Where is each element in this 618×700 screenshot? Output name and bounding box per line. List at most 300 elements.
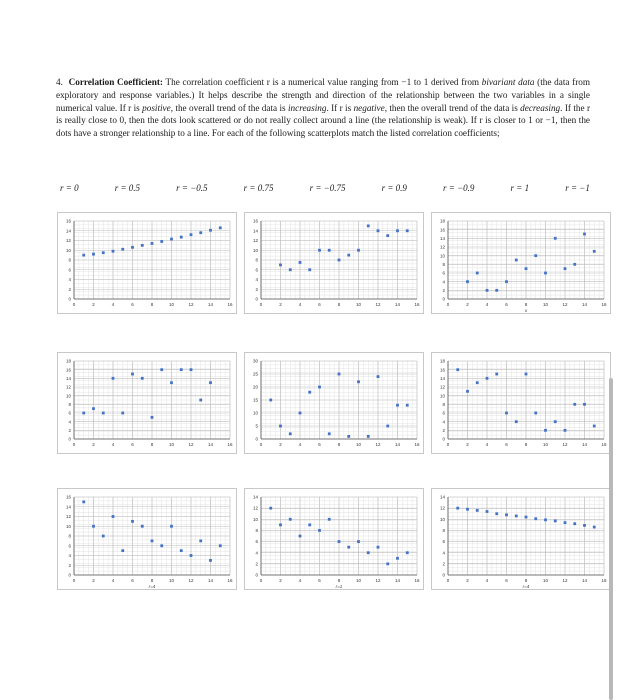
x-tick-label: 0 (72, 302, 76, 307)
y-tick-label: 8 (442, 401, 445, 407)
scatterplot-5 (244, 352, 424, 454)
y-tick-label: 8 (255, 257, 258, 263)
data-point (170, 238, 173, 241)
y-tick-label: 8 (442, 261, 445, 267)
data-point (102, 535, 105, 538)
data-point (386, 425, 389, 428)
x-tick-label: 6 (131, 442, 134, 447)
data-point (406, 551, 409, 554)
data-point (318, 249, 321, 252)
y-tick-label: 25 (252, 371, 258, 377)
x-tick-label: 12 (562, 578, 568, 583)
data-point (308, 523, 311, 526)
data-point (318, 386, 321, 389)
x-tick-label: 12 (188, 578, 194, 583)
y-tick-label: 6 (442, 270, 445, 276)
x-tick-label: 0 (72, 442, 76, 447)
x-tick-label: 16 (601, 302, 607, 307)
y-tick-label: 4 (255, 550, 258, 556)
data-point (534, 254, 537, 257)
x-tick-label: 14 (581, 578, 588, 583)
y-tick-label: 16 (65, 367, 71, 373)
y-tick-label: 8 (442, 528, 445, 534)
data-point (180, 236, 183, 239)
y-tick-label: 6 (255, 539, 258, 545)
data-point (495, 289, 498, 292)
data-point (141, 377, 144, 380)
y-tick-label: 8 (68, 257, 71, 263)
problem-text: , the overall trend of the data is (170, 102, 288, 113)
x-tick-label: 16 (601, 442, 607, 447)
x-tick-label: 12 (562, 442, 568, 447)
x-axis-label: x (524, 308, 528, 313)
x-tick-label: 2 (279, 302, 282, 307)
x-tick-label: 10 (355, 578, 362, 583)
problem-heading: Correlation Coefficient: (68, 77, 163, 87)
data-point (102, 251, 105, 254)
data-point (289, 432, 292, 435)
data-point (92, 253, 95, 256)
data-point (92, 407, 95, 410)
y-tick-label: 14 (65, 504, 71, 510)
data-point (505, 412, 508, 415)
x-tick-label: 16 (227, 302, 233, 307)
data-point (289, 518, 292, 521)
x-tick-label: 8 (524, 442, 528, 447)
y-tick-label: 0 (442, 436, 445, 442)
data-point (92, 525, 95, 528)
y-tick-label: 2 (255, 286, 258, 292)
data-point (564, 267, 567, 270)
data-point (338, 540, 341, 543)
x-tick-label: 16 (414, 578, 420, 583)
y-tick-label: 2 (255, 561, 258, 567)
y-tick-label: 18 (439, 218, 445, 224)
data-point (347, 254, 350, 257)
data-point (466, 508, 469, 511)
y-tick-label: 14 (252, 228, 258, 234)
data-point (279, 523, 282, 526)
data-point (593, 425, 596, 428)
data-point (279, 425, 282, 428)
x-tick-label: 12 (375, 578, 381, 583)
y-tick-label: 0 (442, 572, 445, 578)
problem-text: The correlation coefficient r is a numerical value ranging from −1 to 1 derived from (162, 77, 482, 87)
y-tick-label: 6 (68, 267, 71, 273)
y-tick-label: 12 (439, 505, 445, 511)
coefficient-label: r = −0.9 (443, 183, 475, 193)
data-point (466, 280, 469, 283)
y-tick-label: 10 (252, 247, 258, 253)
y-tick-label: 16 (65, 494, 71, 500)
coefficient-label: r = 0.75 (243, 183, 274, 193)
y-tick-label: 4 (68, 277, 71, 283)
data-point (544, 429, 547, 432)
x-axis-label: r=1 (335, 584, 343, 589)
x-tick-label: 10 (168, 442, 175, 447)
y-tick-label: 14 (439, 235, 445, 241)
y-tick-label: 6 (68, 543, 71, 549)
term-positive: positive (142, 102, 171, 113)
data-point (544, 272, 547, 275)
data-point (160, 544, 163, 547)
data-point (593, 526, 596, 529)
term-decreasing: decreasing (520, 102, 561, 113)
data-point (357, 380, 360, 383)
x-tick-label: 4 (485, 302, 489, 307)
data-point (190, 233, 193, 236)
data-point (160, 240, 163, 243)
y-tick-label: 2 (442, 287, 445, 293)
term-bivariant-data: bivariant data (481, 77, 535, 87)
data-point (476, 272, 479, 275)
x-tick-label: 4 (485, 442, 489, 447)
y-tick-label: 10 (252, 516, 258, 522)
y-tick-label: 12 (65, 384, 71, 390)
data-point (131, 246, 134, 249)
data-point (289, 268, 292, 271)
x-tick-label: 4 (298, 302, 302, 307)
x-tick-label: 14 (207, 442, 214, 447)
x-tick-label: 14 (581, 302, 588, 307)
x-tick-label: 0 (446, 442, 450, 447)
y-tick-label: 4 (68, 553, 71, 559)
y-tick-label: 8 (255, 528, 258, 534)
x-tick-label: 12 (375, 302, 381, 307)
problem-text: , then the overall trend of the data is (384, 102, 521, 113)
x-tick-label: 0 (446, 302, 450, 307)
data-point (505, 513, 508, 516)
y-tick-label: 16 (439, 227, 445, 233)
x-tick-label: 12 (188, 302, 194, 307)
data-point (121, 248, 124, 251)
data-point (396, 229, 399, 232)
data-point (82, 412, 85, 415)
data-point (299, 412, 302, 415)
x-axis-label: r=4 (148, 584, 156, 589)
x-tick-label: 16 (227, 442, 233, 447)
y-tick-label: 18 (65, 358, 71, 364)
y-tick-label: 16 (65, 218, 71, 224)
data-point (141, 244, 144, 247)
y-tick-label: 0 (68, 572, 71, 578)
data-point (564, 521, 567, 524)
data-point (199, 539, 202, 542)
y-tick-label: 4 (255, 277, 258, 283)
y-tick-label: 6 (442, 539, 445, 545)
x-tick-label: 16 (414, 442, 420, 447)
data-point (112, 377, 115, 380)
data-point (583, 403, 586, 406)
y-tick-label: 0 (68, 296, 71, 302)
x-tick-label: 8 (337, 302, 341, 307)
data-point (573, 403, 576, 406)
x-tick-label: 6 (318, 578, 321, 583)
x-tick-label: 0 (259, 442, 263, 447)
data-point (377, 546, 380, 549)
data-point (515, 420, 518, 423)
x-tick-label: 8 (337, 578, 341, 583)
term-negative: negative (353, 102, 385, 113)
y-tick-label: 20 (252, 384, 258, 390)
x-tick-label: 4 (298, 578, 302, 583)
data-point (386, 234, 389, 237)
y-tick-label: 0 (442, 296, 445, 302)
data-point (456, 507, 459, 510)
x-tick-label: 10 (542, 578, 549, 583)
data-point (269, 399, 272, 402)
data-point (112, 250, 115, 253)
x-tick-label: 10 (168, 578, 175, 583)
x-tick-label: 0 (259, 302, 263, 307)
y-tick-label: 14 (65, 228, 71, 234)
data-point (209, 381, 212, 384)
x-tick-label: 2 (92, 302, 95, 307)
x-axis-label: r=4 (522, 584, 530, 589)
data-point (564, 429, 567, 432)
data-point (486, 289, 489, 292)
x-tick-label: 12 (188, 442, 194, 447)
data-point (170, 381, 173, 384)
y-tick-label: 15 (252, 397, 258, 403)
x-tick-label: 10 (355, 302, 362, 307)
data-point (209, 229, 212, 232)
data-point (544, 518, 547, 521)
data-point (338, 373, 341, 376)
data-point (495, 512, 498, 515)
y-tick-label: 14 (439, 375, 445, 381)
x-tick-label: 14 (581, 442, 588, 447)
data-point (367, 435, 370, 438)
data-point (190, 368, 193, 371)
x-tick-label: 8 (150, 578, 154, 583)
x-tick-label: 12 (562, 302, 568, 307)
x-tick-label: 8 (150, 442, 154, 447)
y-tick-label: 4 (442, 279, 445, 285)
x-tick-label: 0 (72, 578, 76, 583)
data-point (299, 535, 302, 538)
x-tick-label: 16 (601, 578, 607, 583)
coefficient-label: r = 0.9 (381, 183, 407, 193)
data-point (386, 562, 389, 565)
data-point (357, 540, 360, 543)
data-point (583, 233, 586, 236)
scatterplot-2 (244, 212, 424, 314)
data-point (131, 373, 134, 376)
data-point (131, 520, 134, 523)
data-point (328, 432, 331, 435)
data-point (593, 250, 596, 253)
data-point (554, 237, 557, 240)
x-tick-label: 10 (542, 302, 549, 307)
data-point (377, 229, 380, 232)
x-tick-label: 6 (131, 302, 134, 307)
y-tick-label: 14 (252, 494, 258, 500)
y-tick-label: 14 (65, 375, 71, 381)
y-tick-label: 4 (68, 419, 71, 425)
coefficient-label: r = −1 (565, 183, 590, 193)
x-tick-label: 6 (318, 302, 321, 307)
x-tick-label: 6 (505, 578, 508, 583)
data-point (396, 557, 399, 560)
data-point (456, 368, 459, 371)
data-point (357, 249, 360, 252)
data-point (406, 229, 409, 232)
y-tick-label: 0 (68, 436, 71, 442)
coefficient-list (60, 183, 590, 193)
y-tick-label: 2 (68, 286, 71, 292)
y-tick-label: 8 (68, 401, 71, 407)
x-tick-label: 16 (227, 578, 233, 583)
data-point (209, 559, 212, 562)
x-tick-label: 2 (279, 578, 282, 583)
scatterplot-4 (57, 352, 237, 454)
data-point (180, 368, 183, 371)
y-tick-label: 10 (65, 247, 71, 253)
data-point (573, 263, 576, 266)
data-point (573, 522, 576, 525)
problem-statement (56, 76, 590, 140)
x-tick-label: 6 (505, 442, 508, 447)
scatterplot-1 (57, 212, 237, 314)
data-point (318, 529, 321, 532)
data-point (112, 515, 115, 518)
x-tick-label: 6 (505, 302, 508, 307)
y-tick-label: 4 (442, 550, 445, 556)
x-tick-label: 4 (298, 442, 302, 447)
y-tick-label: 0 (255, 572, 258, 578)
x-tick-label: 6 (318, 442, 321, 447)
data-point (170, 525, 173, 528)
y-tick-label: 0 (255, 296, 258, 302)
data-point (396, 404, 399, 407)
data-point (308, 268, 311, 271)
data-point (515, 259, 518, 262)
x-tick-label: 14 (394, 442, 401, 447)
data-point (476, 509, 479, 512)
data-point (328, 518, 331, 521)
data-point (269, 507, 272, 510)
x-tick-label: 2 (466, 578, 469, 583)
data-point (347, 546, 350, 549)
scatterplot-3 (431, 212, 611, 314)
data-point (102, 412, 105, 415)
data-point (367, 551, 370, 554)
data-point (554, 520, 557, 523)
y-tick-label: 0 (255, 436, 258, 442)
data-point (82, 500, 85, 503)
y-tick-label: 2 (68, 562, 71, 568)
data-point (190, 554, 193, 557)
x-tick-label: 14 (394, 302, 401, 307)
data-point (367, 224, 370, 227)
problem-text: . If r is (326, 102, 354, 113)
data-point (141, 525, 144, 528)
y-tick-label: 6 (442, 410, 445, 416)
data-point (121, 412, 124, 415)
data-point (525, 267, 528, 270)
problem-text: . If the r is really close to 0, then the dots look scattered or do not really collect around a line (the relationship is weak). If r is closer to 1 or −1, then the dots have a stronger relationship to a line. For each of the following scatterplots match the listed correlation coefficients; (56, 102, 590, 139)
x-tick-label: 4 (111, 578, 115, 583)
y-tick-label: 6 (255, 267, 258, 273)
x-tick-label: 8 (524, 302, 528, 307)
x-tick-label: 10 (168, 302, 175, 307)
data-point (583, 524, 586, 527)
coefficient-label: r = 0 (60, 183, 79, 193)
scatterplot-7 (57, 488, 237, 590)
data-point (199, 231, 202, 234)
x-tick-label: 0 (446, 578, 450, 583)
y-tick-label: 10 (65, 523, 71, 529)
data-point (279, 263, 282, 266)
data-point (151, 242, 154, 245)
y-tick-label: 30 (252, 358, 258, 364)
scatterplot-8 (244, 488, 424, 590)
y-tick-label: 4 (442, 419, 445, 425)
data-point (406, 404, 409, 407)
x-tick-label: 2 (92, 442, 95, 447)
x-tick-label: 12 (375, 442, 381, 447)
data-point (308, 391, 311, 394)
problem-text: (the data from exploratory and response variables.) It helps describe the strength and direction of the relationship between the two variables in a single numerical value. If r is (56, 77, 590, 113)
x-tick-label: 14 (207, 578, 214, 583)
data-point (505, 280, 508, 283)
x-tick-label: 4 (111, 302, 115, 307)
coefficient-label: r = −0.5 (176, 183, 208, 193)
data-point (534, 412, 537, 415)
x-tick-label: 2 (279, 442, 282, 447)
y-tick-label: 2 (68, 427, 71, 433)
y-tick-label: 10 (439, 393, 445, 399)
y-tick-label: 5 (255, 423, 258, 429)
data-point (347, 435, 350, 438)
y-tick-label: 16 (439, 367, 445, 373)
y-tick-label: 18 (439, 358, 445, 364)
x-tick-label: 10 (355, 442, 362, 447)
x-tick-label: 0 (259, 578, 263, 583)
y-tick-label: 12 (439, 384, 445, 390)
y-tick-label: 2 (442, 427, 445, 433)
y-tick-label: 12 (252, 238, 258, 244)
x-tick-label: 14 (207, 302, 214, 307)
data-point (515, 515, 518, 518)
x-tick-label: 10 (542, 442, 549, 447)
problem-number: 4. (56, 77, 63, 87)
x-tick-label: 4 (111, 442, 115, 447)
data-point (534, 517, 537, 520)
data-point (121, 549, 124, 552)
x-tick-label: 8 (337, 442, 341, 447)
data-point (219, 226, 222, 229)
data-point (180, 549, 183, 552)
data-point (338, 259, 341, 262)
data-point (299, 261, 302, 264)
scatterplot-9 (431, 488, 611, 590)
term-increasing: increasing (287, 102, 327, 113)
y-tick-label: 6 (68, 410, 71, 416)
scrollbar[interactable] (609, 378, 613, 700)
y-tick-label: 14 (439, 494, 445, 500)
x-tick-label: 2 (466, 442, 469, 447)
y-tick-label: 12 (65, 238, 71, 244)
y-tick-label: 12 (65, 514, 71, 520)
x-tick-label: 6 (131, 578, 134, 583)
data-point (486, 510, 489, 513)
y-tick-label: 10 (439, 253, 445, 259)
data-point (554, 420, 557, 423)
data-point (151, 416, 154, 419)
data-point (199, 399, 202, 402)
